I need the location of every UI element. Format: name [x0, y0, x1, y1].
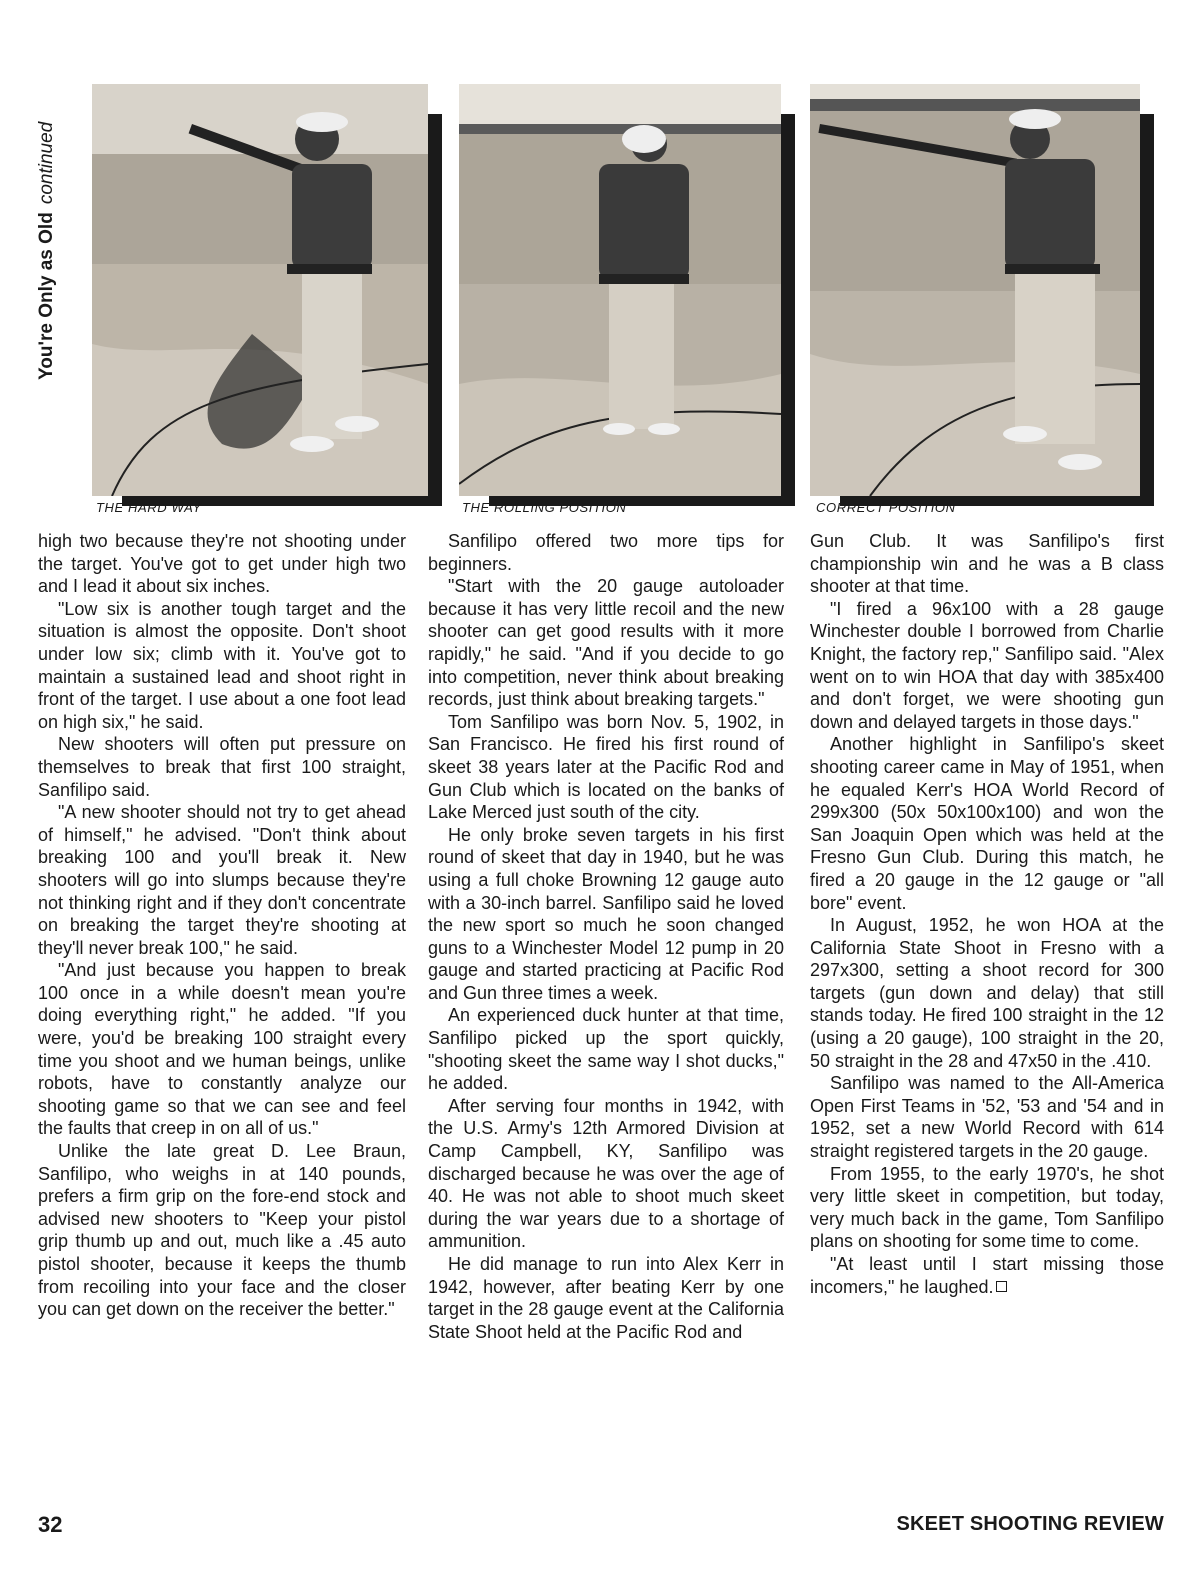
- article-paragraph: "Start with the 20 gauge autoloader because it has very little recoil and the new shooter can get good results with it more rapidly," he said. "And if you decide to go into competition, never think about breaking records, just think about breaking targets.": [428, 576, 784, 710]
- article-paragraph: "Low six is another tough target and the situation is almost the opposite. Don't shoot under low six; climb with it. You've got to maintain a sustained lead and shoot right in front of the target. I use about a one foot lead on high six," he said.: [38, 598, 406, 732]
- photo-shadow: [428, 114, 442, 496]
- article-paragraph: After serving four months in 1942, with the U.S. Army's 12th Armored Division at Camp Campbell, KY, Sanfilipo was discharged because he was over the age of 40. He was not able to shoot much skeet during the war years due to a shortage of ammunition.: [428, 1095, 784, 1252]
- article-paragraph: "I fired a 96x100 with a 28 gauge Winchester double I borrowed from Charlie Knight, the factory rep," Sanfilipo said. "Alex went on to win HOA that day with 385x400 and don't forget, we were shooting gun down and delayed targets in those days.": [810, 598, 1164, 732]
- article-paragraph: From 1955, to the early 1970's, he shot very little skeet in competition, but today, very much back in the game, Tom Sanfilipo plans on shooting for some time to come.: [810, 1163, 1164, 1252]
- photo-caption: THE HARD WAY: [96, 500, 202, 515]
- photo-shadow: [1140, 114, 1154, 496]
- photo-caption: THE ROLLING POSITION: [462, 500, 627, 515]
- shooter-photo-illustration: [810, 84, 1140, 496]
- article-paragraph: "At least until I start missing those incomers," he laughed.: [810, 1254, 1164, 1297]
- photo-caption: CORRECT POSITION: [816, 500, 956, 515]
- article-column-1: [38, 530, 406, 1321]
- running-title-continued: continued: [36, 121, 57, 205]
- article-paragraph: He only broke seven targets in his first round of skeet that day in 1940, but he was using a full choke Browning 12 gauge auto with a 30-inch barrel. Sanfilipo said he loved the new sport so much he soon changed guns to a Winchester Model 12 pump in 20 gauge and started practicing at Pacific Rod and Gun three times a week.: [428, 824, 784, 1003]
- article-paragraph: Sanfilipo was named to the All-America Open First Teams in '52, '53 and '54 and in 1952, set a new World Record with 614 straight registered targets in the 20 gauge.: [810, 1073, 1164, 1162]
- article-paragraph: In August, 1952, he won HOA at the California State Shoot in Fresno with a 297x300, setting a shoot record for 300 targets (gun down and delay) that still stands today. He fired 100 straight in the 12 (using a 20 gauge), 100 straight in the 20, 50 straight in the 28 and 47x50 in the .410.: [810, 915, 1164, 1071]
- running-title: [36, 122, 58, 380]
- article-paragraph: Another highlight in Sanfilipo's skeet shooting career came in May of 1951, when he equaled Kerr's HOA World Record of 299x300 (50x 50x100x100) and won the San Joaquin Open which was held at the Fresno Gun Club. During this match, he fired a 20 gauge in the 12 gauge or "all bore" event.: [810, 734, 1164, 913]
- article-paragraph: "A new shooter should not try to get ahead of himself," he advised. "Don't think about breaking 100 and you'll break it. New shooters will go into slumps because they're not thinking right and if they don't concentrate on breaking the target they're shooting at they'll never break 100," he said.: [38, 802, 406, 958]
- photo-shadow: [781, 114, 795, 496]
- article-paragraph: Tom Sanfilipo was born Nov. 5, 1902, in San Francisco. He fired his first round of skeet 38 years later at the Pacific Rod and Gun Club which is located on the banks of Lake Merced just south of the city.: [428, 711, 784, 823]
- page-number: 32: [38, 1512, 63, 1537]
- shooter-photo-illustration: [459, 84, 781, 496]
- photo-frame: [92, 84, 428, 496]
- photo-rolling-position: [459, 84, 781, 496]
- article-column-2: [428, 530, 784, 1343]
- article-paragraph: Unlike the late great D. Lee Braun, Sanfilipo, who weighs in at 140 pounds, prefers a firm grip on the fore-end stock and advised new shooters to "Keep your pistol grip thumb up and out, much like a .45 auto pistol shooter, because it keeps the thumb from recoiling into your face and the closer you can get down on the receiver the better.": [38, 1141, 406, 1320]
- shooter-photo-illustration: [92, 84, 428, 496]
- running-title-main: You're Only as Old: [36, 212, 57, 380]
- photo-frame: [459, 84, 781, 496]
- photo-frame: [810, 84, 1140, 496]
- photo-hard-way: [92, 84, 428, 496]
- publication-name: SKEET SHOOTING REVIEW: [896, 1513, 1164, 1535]
- end-mark-icon: [996, 1281, 1007, 1292]
- article-paragraph: He did manage to run into Alex Kerr in 1942, however, after beating Kerr by one target in the 28 gauge event at the California State Shoot held at the Pacific Rod and: [428, 1254, 784, 1342]
- article-paragraph: Gun Club. It was Sanfilipo's first championship win and he was a B class shooter at that time.: [810, 531, 1164, 597]
- article-column-3: [810, 530, 1164, 1298]
- article-paragraph: Sanfilipo offered two more tips for beginners.: [428, 531, 784, 574]
- article-paragraph: high two because they're not shooting under the target. You've got to get under high two and I lead it about six inches.: [38, 531, 406, 597]
- article-paragraph: "And just because you happen to break 100 once in a while doesn't mean you're doing everything right," he added. "If you were, you'd be breaking 100 straight every time you shoot and we human beings, unlike robots, have to constantly analyze our shooting game so that we can see and feel the faults that creep in on all of us.": [38, 960, 406, 1139]
- photo-correct-position: [810, 84, 1140, 496]
- article-paragraph: An experienced duck hunter at that time, Sanfilipo picked up the sport quickly, "shooting skeet the same way I shot ducks," he added.: [428, 1005, 784, 1094]
- article-paragraph: New shooters will often put pressure on themselves to break that first 100 straight, Sanfilipo said.: [38, 734, 406, 800]
